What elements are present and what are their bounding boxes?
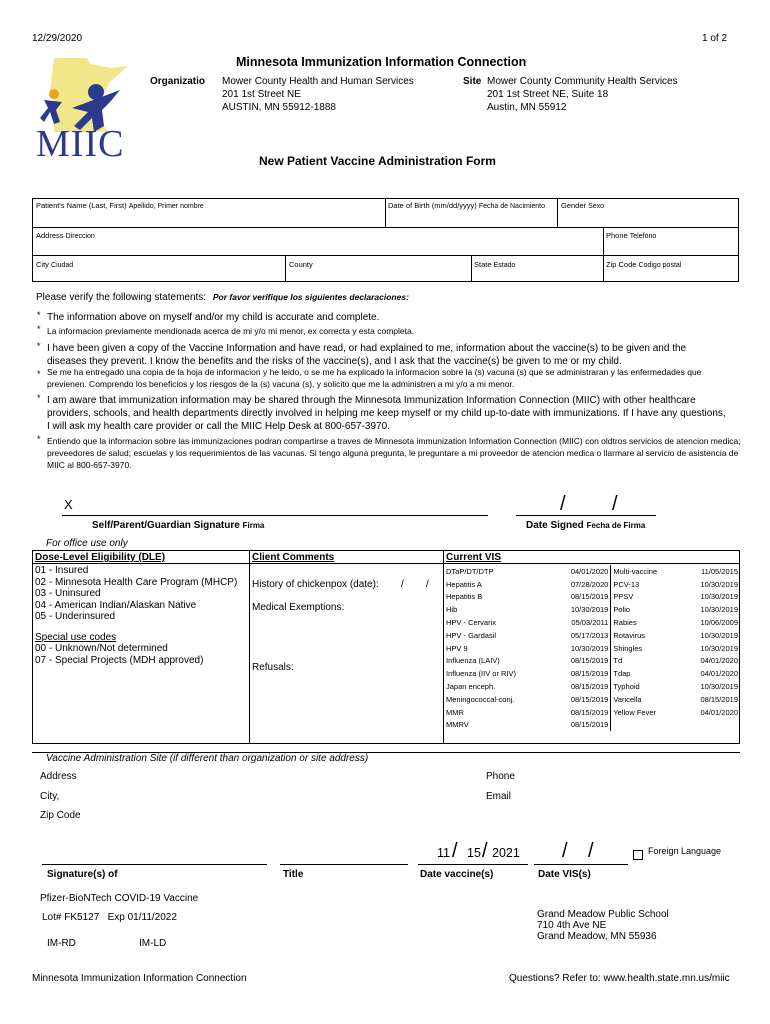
county-label: County — [289, 260, 313, 269]
address-field[interactable] — [36, 231, 95, 240]
vis-table — [444, 565, 740, 731]
vis-vaccine-name: Typhoid — [613, 682, 640, 692]
dle-item: 04 - American Indian/Alaskan Native — [35, 599, 197, 611]
verify-heading — [36, 292, 409, 303]
dle-item: 02 - Minnesota Health Care Program (MHCP) — [35, 576, 238, 588]
date-signed-label-en: Date Signed — [526, 520, 584, 531]
bullet-3-es: * — [37, 434, 41, 444]
county-field[interactable] — [289, 260, 313, 269]
vis-row — [444, 578, 740, 591]
admin-address-label: Address — [40, 771, 77, 782]
bullet-1: * — [37, 310, 41, 320]
statement-1-es: La informacion previamente mendionada acerca de mi y/o mi menor, ex correcta y esta completa. — [47, 326, 415, 336]
im-rd-label: IM-RD — [47, 938, 76, 949]
bullet-1-es: * — [37, 324, 41, 334]
chickenpox-label: History of chickenpox (date): — [252, 579, 379, 590]
vis-date: 10/30/2019 — [550, 642, 610, 655]
vis-vaccine-name: Meningococcal-conj. — [446, 694, 515, 704]
admin-site-title: Vaccine Administration Site (if different than organization or site address) — [46, 753, 369, 764]
vis-date: 05/03/2011 — [550, 616, 610, 629]
date-vis-slash-2: / — [588, 840, 594, 862]
dob-field[interactable] — [388, 201, 545, 210]
date-vaccine-day[interactable]: 15 — [467, 846, 481, 860]
statement-2-en: I have been given a copy of the Vaccine Information and have read, or had explained to me, information about the vaccine(s) to be given and the diseases they prevent. I know the benefits and the risks of the vaccine(s), and I ask that the vaccine(s) be given to me or my child. — [47, 343, 687, 367]
vis-date: 05/17/2013 — [550, 629, 610, 642]
statement-3-en: I am aware that immunization information may be shared through the Minnesota Immunization Information Connection (MIIC) with other healthcare providers, schools, and health departments directly involved in helping me keep myself or my child up-to-date with immunizations. If I have any questions, I will ask my health care provider or call the MIIC Help Desk at 800-657-3970. — [47, 395, 726, 432]
logo-text: MIIC — [36, 123, 125, 165]
special-code-item: 00 - Unknown/Not determined — [35, 643, 168, 654]
vis-vaccine-name: PPSV — [613, 592, 634, 602]
miic-logo — [32, 52, 132, 164]
patient-name-field[interactable] — [36, 201, 204, 210]
special-codes-header: Special use codes — [35, 631, 117, 643]
vis-row — [444, 719, 740, 732]
vaccine-lot: Lot# FK5127 Exp 01/11/2022 — [42, 912, 177, 923]
vis-date: 10/30/2019 — [700, 579, 738, 589]
bullet-3: * — [37, 393, 41, 403]
vis-vaccine-name: MMRV — [446, 720, 469, 730]
vis-row — [444, 680, 740, 693]
vis-row — [444, 706, 740, 719]
special-code-item: 07 - Special Projects (MDH approved) — [35, 654, 204, 666]
date-vaccine-label: Date vaccine(s) — [420, 869, 494, 880]
admin-phone-label: Phone — [486, 771, 515, 782]
vis-row — [444, 629, 740, 642]
school-name: Grand Meadow Public School — [537, 909, 669, 920]
vis-vaccine-name: HPV - Gardasil — [446, 630, 497, 640]
signature-x: X — [64, 497, 73, 512]
admin-city-label: City, — [40, 791, 60, 802]
city-label: City — [36, 260, 49, 269]
phone-label-es: Telefono — [629, 233, 657, 240]
dle-item: 03 - Uninsured — [35, 588, 101, 599]
vis-date: 10/30/2019 — [700, 630, 738, 640]
patient-name-label: Patient's Name (Last, First) — [36, 201, 127, 210]
vis-vaccine-name: Hib — [446, 605, 458, 615]
bullet-2-es: * — [37, 369, 41, 379]
vis-row — [444, 565, 740, 578]
vis-date: 04/01/2020 — [700, 669, 738, 679]
bullet-2: * — [37, 341, 41, 351]
statement-2-es: Se me ha entregado una copia de la hoja de informacion y he leido, o se me ha explicado la informacion sobre la (s) vacuna (s) que se administraran y las enfermedades que previenen. Comprendo los beneficios y los riesgos de la (s) vacuna (s), y solicito que me la administren a mi y/o a mi menor. — [47, 367, 702, 389]
verify-text-es: Por favor verifique los siguientes declaraciones: — [212, 292, 409, 302]
statement-1-en: The information above on myself and/or my child is accurate and complete. — [47, 312, 380, 323]
vis-vaccine-name: Tdap — [613, 669, 631, 679]
vis-date: 08/15/2019 — [700, 694, 738, 704]
date-signed-label — [526, 520, 645, 531]
vis-vaccine-name: Hepatitis B — [446, 592, 483, 602]
vis-vaccine-name: Influenza (IIV or RIV) — [446, 669, 517, 679]
vis-vaccine-name: Td — [613, 656, 623, 666]
dle-item: 05 - Underinsured — [35, 611, 116, 622]
vis-date: 08/15/2019 — [550, 591, 610, 604]
vis-vaccine-name: Influenza (LAIV) — [446, 656, 500, 666]
page-number: 1 of 2 — [702, 33, 728, 44]
signatures-of-label: Signature(s) of — [47, 869, 118, 880]
date-vaccine-slash-1: / — [452, 840, 458, 862]
vis-date: 10/30/2019 — [700, 682, 738, 692]
organization-label: Organizatio — [150, 76, 206, 87]
signature-label — [92, 520, 264, 531]
vis-date: 08/15/2019 — [550, 719, 610, 732]
vis-vaccine-name: HPV - Cervarix — [446, 618, 497, 628]
dob-label-es: Fecha de Nacimiento — [478, 203, 546, 210]
current-vis-header: Current VIS — [446, 552, 502, 563]
date-vaccine-slash-2: / — [482, 840, 488, 862]
site-name: Mower County Community Health Services — [487, 76, 678, 87]
vis-date: 07/28/2020 — [550, 578, 610, 591]
vis-vaccine-name: HPV 9 — [446, 643, 468, 653]
phone-label: Phone — [606, 231, 628, 240]
vis-vaccine-name: Multi-vaccine — [613, 566, 658, 576]
signature-label-es: Firma — [242, 521, 265, 530]
zip-label-es: Codigo postal — [638, 262, 682, 269]
vis-vaccine-name: DTaP/DT/DTP — [446, 566, 494, 576]
vis-row — [444, 616, 740, 629]
vis-row — [444, 642, 740, 655]
gender-field[interactable] — [561, 201, 604, 210]
patient-name-label-es: Apellido, Primer nombre — [128, 203, 204, 210]
address-label-es: Direccion — [65, 233, 95, 240]
signature-label-en: Self/Parent/Guardian Signature — [92, 520, 240, 531]
vis-vaccine-name: Varicella — [613, 694, 642, 704]
vaccine-name: Pfizer-BioNTech COVID-19 Vaccine — [40, 893, 199, 904]
vis-date: 04/01/2020 — [550, 565, 610, 578]
admin-zip-label: Zip Code — [40, 810, 81, 821]
vis-date: 10/30/2019 — [700, 643, 738, 653]
school-city: Grand Meadow, MN 55936 — [537, 931, 657, 942]
form-title: New Patient Vaccine Administration Form — [259, 154, 496, 168]
vis-vaccine-name: MMR — [446, 707, 464, 717]
site-label: Site — [463, 76, 482, 87]
vis-vaccine-name: Rabies — [613, 618, 637, 628]
vis-vaccine-name: Yellow Fever — [613, 707, 657, 717]
zip-label: Zip Code — [606, 260, 637, 269]
state-label-es: Estado — [493, 262, 516, 269]
title-label: Title — [283, 869, 304, 880]
dle-list — [35, 565, 237, 666]
vis-date: 04/01/2020 — [700, 656, 738, 666]
vis-date: 08/15/2019 — [550, 706, 610, 719]
vis-row — [444, 655, 740, 668]
date-slash-1: / — [560, 493, 566, 515]
school-street: 710 4th Ave NE — [537, 920, 607, 931]
date-vaccine-month[interactable]: 11 — [437, 846, 450, 860]
date-vis-slash-1: / — [562, 840, 568, 862]
vis-date: 10/06/2009 — [700, 618, 738, 628]
vis-vaccine-name: Japan enceph. — [446, 682, 496, 692]
organization-city: AUSTIN, MN 55912-1888 — [222, 102, 336, 113]
date-signed-label-es: Fecha de Firma — [586, 521, 646, 530]
date-slash-2: / — [612, 493, 618, 515]
city-field[interactable] — [36, 260, 73, 269]
vis-date: 08/15/2019 — [550, 667, 610, 680]
date-signed-line[interactable] — [516, 515, 656, 516]
vis-date: 04/01/2020 — [700, 707, 738, 717]
site-city: Austin, MN 55912 — [487, 102, 567, 113]
state-field[interactable] — [474, 260, 515, 269]
client-comments-header: Client Comments — [252, 552, 335, 563]
gender-label: Gender — [561, 201, 587, 210]
vis-date — [680, 719, 740, 732]
verify-text: Please verify the following statements: — [36, 292, 207, 303]
address-label: Address — [36, 231, 64, 240]
zip-field[interactable] — [606, 260, 681, 269]
statement-3-es: Entiendo que la informacion sobre las immunizaciones podran compartirse a traves de Minnesota immunization Information Connection (MIIC) con oldtros servicios de atencion medica; preveedores de salud; escuelas y los requerimientos de las vacunas. Si tengo alguna pregunta, le preguntare a mi proveedor de atencion medica o llarmare al servicio de asistencia de MIIC al 800-657-3970. — [47, 436, 741, 470]
vis-vaccine-name — [611, 719, 680, 732]
date-vis-label: Date VIS(s) — [538, 869, 591, 880]
dle-header: Dose-Level Eligibility (DLE) — [35, 552, 166, 563]
footer-right: Questions? Refer to: www.health.state.mn.us/miic — [509, 973, 730, 984]
gender-label-es: Sexo — [588, 203, 605, 210]
office-use-title: For office use only — [46, 538, 128, 549]
organization-street: 201 1st Street NE — [222, 89, 301, 100]
signature-line[interactable] — [62, 515, 488, 516]
vis-row — [444, 667, 740, 680]
page-title: Minnesota Immunization Information Connection — [236, 55, 527, 69]
vis-vaccine-name: Hepatitis A — [446, 579, 482, 589]
vis-date: 08/15/2019 — [550, 693, 610, 706]
chickenpox-date[interactable]: / / — [401, 579, 429, 590]
admin-email-label: Email — [486, 791, 512, 802]
vis-date: 10/30/2019 — [550, 603, 610, 616]
city-label-es: Ciudad — [51, 262, 74, 269]
im-ld-label: IM-LD — [139, 938, 167, 949]
vis-row — [444, 603, 740, 616]
footer-left: Minnesota Immunization Information Connection — [32, 973, 247, 984]
organization-name: Mower County Health and Human Services — [222, 76, 414, 87]
vis-date: 08/15/2019 — [550, 655, 610, 668]
vis-date: 10/30/2019 — [700, 592, 738, 602]
phone-field[interactable] — [606, 231, 656, 240]
vis-vaccine-name: Rotavirus — [613, 630, 646, 640]
vis-vaccine-name: Polio — [613, 605, 631, 615]
vis-date: 08/15/2019 — [550, 680, 610, 693]
print-date: 12/29/2020 — [32, 33, 83, 44]
dle-item: 01 - Insured — [35, 565, 89, 576]
site-street: 201 1st Street NE, Suite 18 — [487, 89, 609, 100]
foreign-language-label: Foreign Language — [648, 846, 722, 856]
vis-vaccine-name: PCV-13 — [613, 579, 640, 589]
vis-row — [444, 591, 740, 604]
vis-date: 11/05/2015 — [701, 566, 738, 576]
dob-label: Date of Birth (mm/dd/yyyy) — [388, 201, 477, 210]
vis-vaccine-name: Shingles — [613, 643, 643, 653]
foreign-language-checkbox[interactable] — [633, 850, 643, 860]
refusals-label: Refusals: — [252, 662, 294, 673]
state-label: State — [474, 260, 492, 269]
medical-exemptions-label: Medical Exemptions: — [252, 602, 345, 613]
date-vaccine-year[interactable]: 2021 — [492, 846, 520, 860]
vis-row — [444, 693, 740, 706]
vis-date: 10/30/2019 — [700, 605, 738, 615]
